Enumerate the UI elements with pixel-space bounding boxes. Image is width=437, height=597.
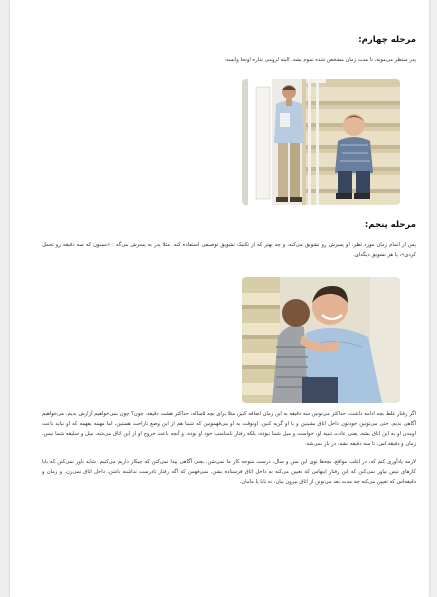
section-5-intro: پس از اتمام زمان مورد نظر، او پسرش رو تشویق می‌کنه، و چه بهتر که از تکنیک تشویق توصیفی استفاده کنه. مثلا پدر به پسرش می‌گه : «ممنون که سه دقیقه رو تحمل کردی»، یا هر تشویق دیگه‌ای. [42, 242, 416, 258]
photo-father-hugging-son-image [242, 277, 400, 403]
section-4-text: پدر منتظر می‌مونه، تا مدت زمان مشخص شده تموم بشه. البته لزومی نداره اونجا وایسه. [224, 57, 416, 63]
section-5-body [42, 409, 416, 487]
section-5 [42, 220, 416, 260]
photo-father-hugging-son [242, 277, 400, 403]
photo-father-and-boy-stairs [242, 79, 400, 205]
section-5-heading: مرحله پنجم: [364, 220, 416, 230]
document-page [10, 0, 429, 597]
photo-father-and-boy-stairs-image [242, 79, 400, 205]
section-5-paragraph-2: لازمه یادآوری کنم که، در اغلب مواقع، بچه‌ها توی این سن و سال، درست متوجه کار ما نمی‌شن. یعنی آگاهی پیدا نمی‌کنن که چیکار داریم می‌کنیم. شاید باور نمی‌کنن که بابا کارهای تیس نیاور نمی‌کنن که این رفتار اینهاس که تعیین می‌کنه به داخل اتاق فرستاده بشن. نمی‌فهمن که اگه رفتار نادرست نداشته باشن، داخل اتاق نمی‌رن. و زمان و دقیقه‌اس که تعیین می‌کنه چه مدت بعد می‌تونن از اتاق بیرون بیان، نه بابا یا مامان. [42, 459, 416, 485]
section-4-heading: مرحله چهارم: [358, 35, 416, 45]
section-4 [42, 35, 416, 65]
section-5-paragraph-1: اگر رفتار غلط بچه ادامه داشت، حداکثر می‌تونین سه دقیقه به این زمان اضافه کنین مثلا برای بچه ۵ساله، حداکثر هشت دقیقه. چون؟ چون نمی‌خواهیم آزارش بدیم، می‌خواهیم آگاهی بدیم. حتی می‌تونین خودتون داخل اتاق بشینین و با او گریه کنین. اونوقت به او می‌فهمونین که شما هم از این وضع ناراحت هستین، اما مهمه بفهمه که او نباید باعث اومدن او به این اتاق بشه، یعنی عادت تنبیه او، خواست و میل شما نبوده، بلکه رفتار نامناسب خود او بوده. و آنچه باعث خروج او از این اتاق می‌شه، میل و سلیقه شما نیس، زمان و دقیقه اس. تا سه دقیقه نشه، در باز نمی‌شه. [42, 411, 416, 447]
